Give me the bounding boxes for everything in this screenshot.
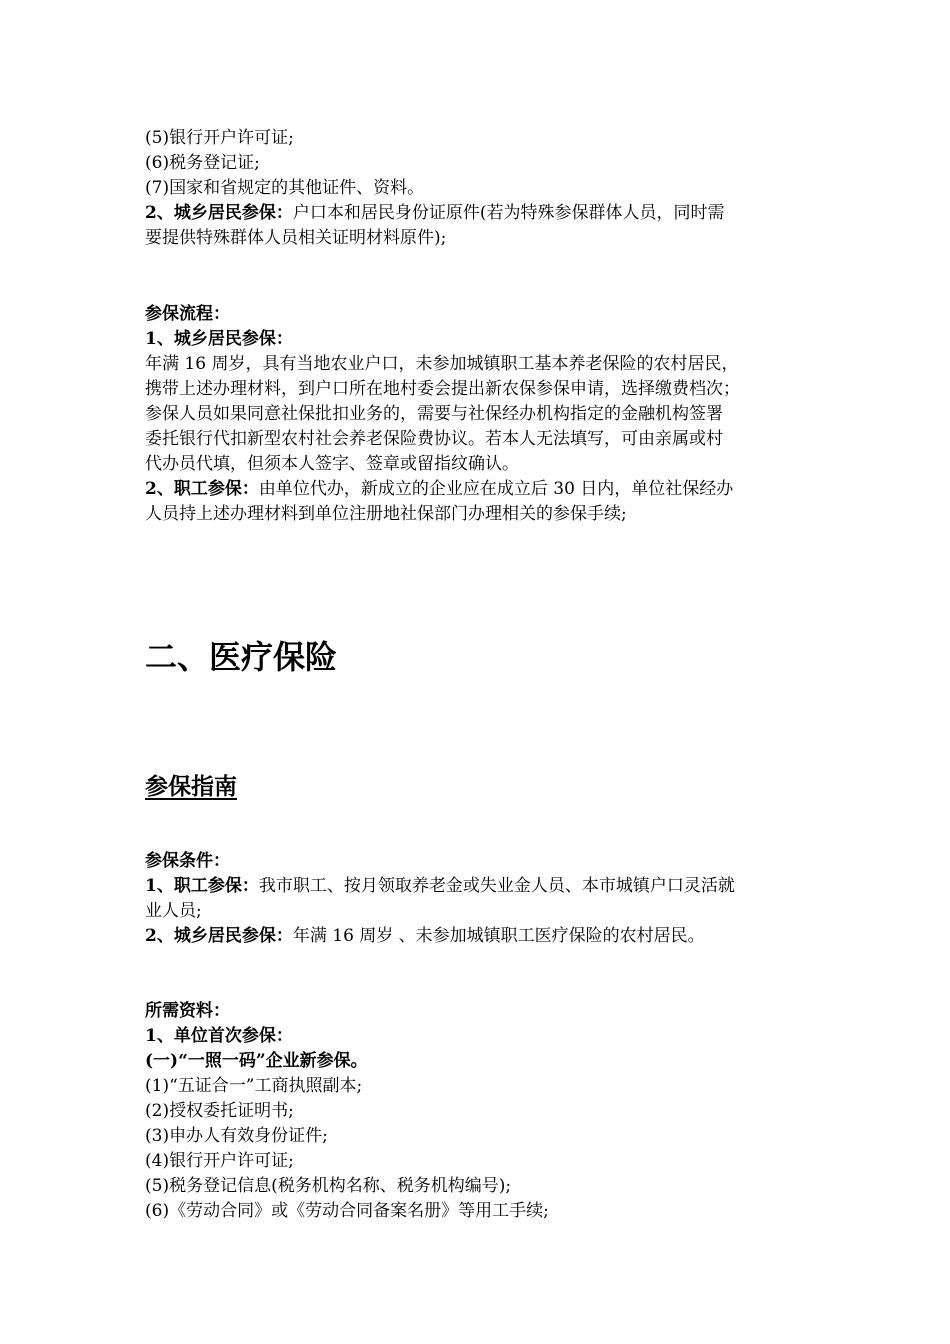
bold-label: 2、城乡居民参保： <box>145 926 293 946</box>
list-item: (4)银行开户许可证; <box>145 1151 294 1171</box>
paragraph-text: 年满 16 周岁 、未参加城镇职工医疗保险的农村居民。 <box>292 926 705 946</box>
paragraph-line <box>145 874 735 898</box>
paragraph-line <box>145 477 733 501</box>
list-item: (3)申办人有效身份证件; <box>145 1126 328 1146</box>
section-heading: 所需资料： <box>145 1001 230 1021</box>
list-item: (5)税务登记信息(税务机构名称、税务机构编号); <box>145 1176 512 1196</box>
paragraph-line: 代办员代填，但须本人签字、签章或留指纹确认。 <box>145 454 519 474</box>
list-item: (7)国家和省规定的其他证件、资料。 <box>145 178 425 198</box>
list-item: (6)《劳动合同》或《劳动合同备案名册》等用工手续; <box>145 1201 549 1221</box>
list-item: (5)银行开户许可证; <box>145 128 294 148</box>
paragraph-line: 业人员; <box>145 901 202 921</box>
paragraph-line <box>145 201 724 225</box>
paragraph-line: 参保人员如果同意社保批扣业务的，需要与社保经办机构指定的金融机构签署 <box>145 404 723 424</box>
page-title: 二、医疗保险 <box>145 638 338 676</box>
paragraph-line: 委托银行代扣新型农村社会养老保险费协议。若本人无法填写，可由亲属或村 <box>145 429 723 449</box>
paragraph-line <box>145 924 705 948</box>
bold-label: 2、职工参保： <box>145 479 259 499</box>
list-item: (1)“五证合一”工商执照副本; <box>145 1076 363 1096</box>
bold-label: 1、职工参保： <box>145 876 259 896</box>
paragraph-text: 由单位代办，新成立的企业应在成立后 30 日内，单位社保经办 <box>258 479 734 499</box>
paragraph-text: 户口本和居民身份证原件(若为特殊参保群体人员，同时需 <box>292 203 725 223</box>
paragraph-text: 我市职工、按月领取养老金或失业金人员、本市城镇户口灵活就 <box>258 876 735 896</box>
subheading: 1、城乡居民参保： <box>145 329 293 349</box>
list-item: (2)授权委托证明书; <box>145 1101 294 1121</box>
section-heading: 参保流程： <box>145 304 230 324</box>
paragraph-line: 要提供特殊群体人员相关证明材料原件); <box>145 228 447 248</box>
paragraph-line: 年满 16 周岁，具有当地农业户口，未参加城镇职工基本养老保险的农村居民， <box>145 354 739 374</box>
section-title: 参保指南 <box>145 773 237 800</box>
section-heading: 参保条件： <box>145 851 230 871</box>
paragraph-line: 携带上述办理材料，到户口所在地村委会提出新农保参保申请，选择缴费档次； <box>145 379 740 399</box>
subheading: (一)“一照一码”企业新参保。 <box>145 1051 368 1071</box>
subheading: 1、单位首次参保： <box>145 1026 293 1046</box>
paragraph-line: 人员持上述办理材料到单位注册地社保部门办理相关的参保手续; <box>145 504 627 524</box>
bold-label: 2、城乡居民参保： <box>145 203 293 223</box>
list-item: (6)税务登记证; <box>145 153 260 173</box>
